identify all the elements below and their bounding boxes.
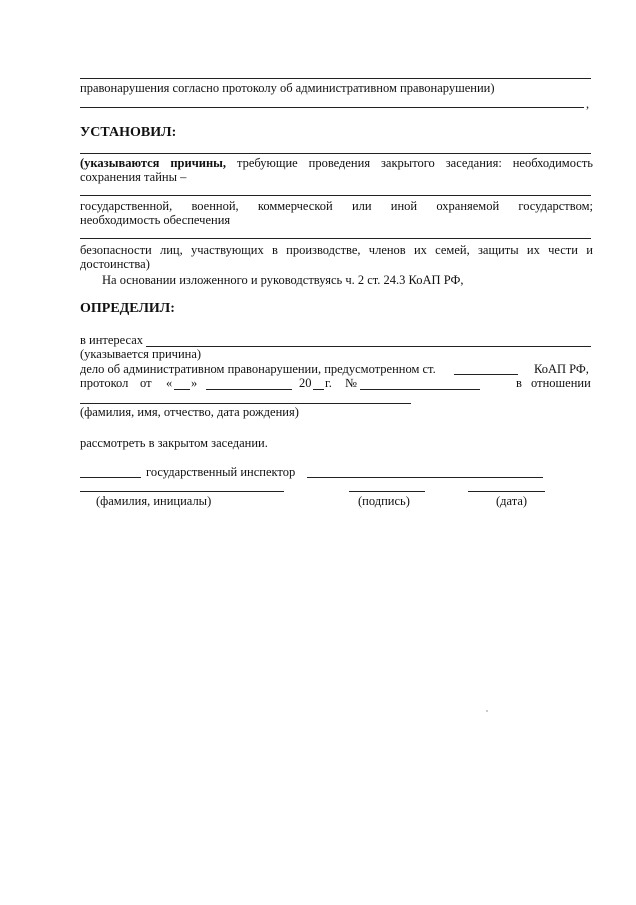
- secret-word: охраняемой: [436, 199, 500, 213]
- secret-word: военной,: [191, 199, 239, 213]
- secret-word: коммерческой: [257, 199, 333, 213]
- reason-word: проведения: [308, 156, 371, 170]
- sign-prefix-blank: [80, 477, 141, 478]
- ustanovil-rule-2: [80, 195, 591, 196]
- intro-blank-rule: [80, 107, 584, 108]
- name-hint: (фамилия, инициалы): [96, 494, 212, 508]
- consider-text: рассмотреть в закрытом заседании.: [80, 436, 268, 450]
- ustanovil-rule-3: [80, 238, 591, 239]
- secret-word: иной: [390, 199, 418, 213]
- safety-word: их: [526, 243, 540, 257]
- safety-word: семей,: [435, 243, 470, 257]
- safety-word: защиты: [477, 243, 519, 257]
- secret-line2: необходимость обеспечения: [80, 213, 231, 227]
- from-label: от: [140, 376, 152, 390]
- reason-line: [80, 156, 593, 170]
- case-text: дело об административном правонарушении, предусмотренном ст.: [80, 362, 436, 376]
- sign-hint: (подпись): [358, 494, 410, 508]
- reason-word: закрытого: [380, 156, 435, 170]
- koap-text: КоАП РФ,: [534, 362, 589, 376]
- person-blank: [80, 403, 411, 404]
- article-blank: [454, 374, 518, 375]
- number-sign: №: [345, 376, 357, 390]
- day-blank: [174, 389, 190, 390]
- reason-word: необходимость: [512, 156, 593, 170]
- secret-line: [80, 199, 593, 213]
- person-hint: (фамилия, имя, отчество, дата рождения): [80, 405, 299, 419]
- date-hint: (дата): [496, 494, 528, 508]
- reason-word: причины,: [170, 156, 227, 170]
- inspector-label: государственный инспектор: [146, 465, 296, 479]
- ustanovil-heading: УСТАНОВИЛ:: [80, 125, 177, 140]
- scan-speck: [486, 710, 488, 712]
- reason-line2: сохранения тайны –: [80, 170, 187, 184]
- safety-line2: достоинства): [80, 257, 150, 271]
- inspector-blank: [307, 477, 543, 478]
- protocol-label: протокол: [80, 376, 129, 390]
- interests-blank: [146, 346, 591, 347]
- secret-word: государством;: [518, 199, 593, 213]
- regarding-text: в отношении: [516, 376, 591, 390]
- ustanovil-rule-1: [80, 153, 591, 154]
- quote-close: »: [191, 376, 198, 390]
- reason-word: заседания:: [445, 156, 502, 170]
- year-blank: [313, 389, 324, 390]
- safety-word: и: [586, 243, 593, 257]
- safety-word: производстве,: [286, 243, 361, 257]
- number-blank: [360, 389, 480, 390]
- safety-word: лиц,: [160, 243, 183, 257]
- safety-word: их: [413, 243, 427, 257]
- year-suffix: г.: [325, 376, 332, 390]
- reason-word: (указываются: [80, 156, 160, 170]
- reason-word: требующие: [236, 156, 298, 170]
- intro-line1: правонарушения согласно протоколу об административном правонарушении): [80, 81, 495, 95]
- reason-hint: (указывается причина): [80, 347, 202, 361]
- safety-word: членов: [368, 243, 406, 257]
- intro-comma: ,: [586, 97, 590, 111]
- intro-top-rule: [80, 78, 591, 79]
- basis-text: На основании изложенного и руководствуясь ч. 2 ст. 24.3 КоАП РФ,: [102, 273, 464, 287]
- safety-word: участвующих: [191, 243, 264, 257]
- quote-open: «: [166, 376, 173, 390]
- secret-word: или: [351, 199, 372, 213]
- date-blank: [468, 491, 545, 492]
- safety-word: в: [271, 243, 278, 257]
- safety-line: [80, 243, 593, 257]
- opredelil-heading: ОПРЕДЕЛИЛ:: [80, 301, 175, 316]
- name-blank: [80, 491, 284, 492]
- year-prefix: 20: [299, 376, 312, 390]
- interests-label: в интересах: [80, 333, 144, 347]
- secret-word: государственной,: [80, 199, 173, 213]
- safety-word: чести: [548, 243, 578, 257]
- sign-blank: [349, 491, 425, 492]
- month-blank: [206, 389, 292, 390]
- safety-word: безопасности: [80, 243, 152, 257]
